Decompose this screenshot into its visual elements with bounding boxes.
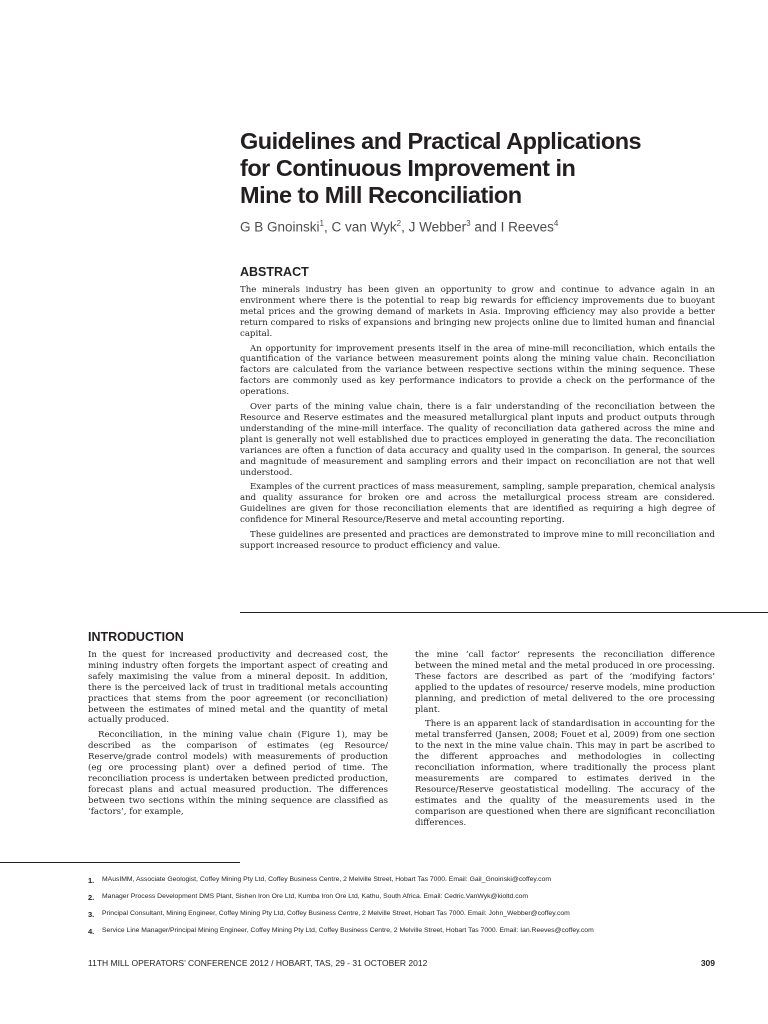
author-name: I Reeves (500, 219, 554, 235)
body-paragraph: Reconciliation, in the mining value chain (Figure 1), may be described as the comparison of estimates (eg Resource/ Reserve/grade control models) with measurements of production (eg ore processing plant) over a defined period of time. The reconciliation process is undertaken between predicted production, forecast plans and actual measured production. The differences between two sections within the mining sequence are classified as ‘factors’, for example, (88, 730, 388, 817)
abstract-paragraph: The minerals industry has been given an opportunity to grow and continue to advance again in an environment where there is the potential to reap big rewards for efficiency improvements due to buoyant metal prices and the growing demand of markets in Asia. Improving efficiency may also provide a better return compared to risks of expansions and bringing new projects online due to limited human and financial capital. (240, 285, 715, 339)
abstract-paragraph: These guidelines are presented and practices are demonstrated to improve mine to mill reconciliation and support increased resource to product efficiency and value. (240, 530, 715, 551)
footnote (88, 910, 768, 927)
author-name: J Webber (408, 219, 467, 235)
footnote-number: 3. (88, 910, 95, 919)
author-affiliation-mark: 4 (553, 219, 559, 228)
abstract-heading: ABSTRACT (240, 265, 309, 279)
title-line: Guidelines and Practical Applications (240, 128, 642, 154)
introduction-heading: INTRODUCTION (88, 630, 184, 644)
introduction-right-column (415, 650, 715, 833)
author-separator: and (470, 219, 501, 235)
introduction-left-column (88, 650, 388, 822)
footnote-number: 1. (88, 876, 95, 885)
abstract-paragraph: Over parts of the mining value chain, there is a fair understanding of the reconciliation between the Resource and Reserve estimates and the measured metallurgical plant inputs and product outputs through understanding of the mine-mill interface. The quality of reconciliation data gathered across the mine and plant is generally not well established due to practices employed in generating the data. The reconciliation variances are often a function of data accuracy and quality used in the comparison. In general, the sources and magnitude of measurement and sampling errors and their impact on reconciliation are not that well understood. (240, 402, 715, 478)
title-line: for Continuous Improvement in (240, 155, 576, 181)
paper-title (240, 128, 760, 209)
author-affiliation-mark: 1 (319, 219, 324, 228)
footnote-text: Manager Process Development DMS Plant, Sishen Iron Ore Ltd, Kumba Iron Ore Ltd, Kathu, South Africa. Email: Cedric.VanWyk@kioltd.com (102, 893, 529, 900)
page-number: 309 (700, 958, 715, 968)
abstract-paragraph: Examples of the current practices of mass measurement, sampling, sample preparation, chemical analysis and quality assurance for broken ore and across the metallurgical process stream are considered. Guidelines are given for those reconciliation elements that are identified as requiring a high degree of confidence for Mineral Resource/Reserve and metal accounting reporting. (240, 482, 715, 526)
body-paragraph: In the quest for increased productivity and decreased cost, the mining industry often forgets the important aspect of creating and safely maximising the value from a mineral deposit. In addition, there is the perceived lack of trust in traditional metals accounting practices that stems from the poor agreement (or reconciliation) between the estimates of mined metal and the quantity of metal actually produced. (88, 650, 388, 726)
body-paragraph: the mine ‘call factor’ represents the reconciliation difference between the mined metal and the metal produced in ore processing. These factors are described as part of the ‘modifying factors’ applied to the updates of resource/ reserve models, mine production planning, and prediction of metal delivered to the ore processing plant. (415, 650, 715, 715)
author-name: C van Wyk (331, 219, 397, 235)
abstract-paragraph: An opportunity for improvement presents itself in the area of mine-mill reconciliation, which entails the quantification of the variance between measurement points along the mining value chain. Reconciliation factors are calculated from the variance between respective sections within the mining sequence. These factors are commonly used as key performance indicators to provide a check on the performance of the operations. (240, 343, 715, 398)
conference-name: 11TH MILL OPERATORS’ CONFERENCE 2012 / HOBART, TAS, 29 - 31 OCTOBER 2012 (88, 958, 428, 968)
section-divider (240, 612, 768, 613)
title-line: Mine to Mill Reconciliation (240, 182, 522, 208)
author-separator: , (401, 219, 409, 235)
footnote (88, 927, 768, 944)
footnote (88, 876, 768, 893)
footnote-text: MAusIMM, Associate Geologist, Coffey Mining Pty Ltd, Coffey Business Centre, 2 Melville Street, Hobart Tas 7000. Email: Gail_Gnoinski@coffey.com (102, 876, 552, 883)
footnote-number: 2. (88, 893, 95, 902)
author-separator: , (323, 219, 332, 235)
footnote-divider (0, 862, 240, 863)
footnote (88, 893, 768, 910)
footnote-text: Principal Consultant, Mining Engineer, Coffey Mining Pty Ltd, Coffey Business Centre, 2 Melville Street, Hobart Tas 7000. Email: John_Webber@coffey.com (102, 910, 570, 917)
body-paragraph: There is an apparent lack of standardisation in accounting for the metal transferred (Jansen, 2008; Fouet et al, 2009) from one section to the next in the mine value chain. This may in part be ascribed to the different approaches and methodologies in collecting reconciliation information, where traditionally the process plant measurements are compared to estimates derived in the Resource/Reserve geostatistical modelling. The accuracy of the estimates and the quality of the measurements used in the comparison are questioned when there are significant reconciliation differences. (415, 719, 715, 828)
author-affiliation-mark: 3 (466, 219, 471, 228)
footnote-text: Service Line Manager/Principal Mining Engineer, Coffey Mining Pty Ltd, Coffey Business Centre, 2 Melville Street, Hobart Tas 7000. Email: Ian.Reeves@coffey.com (102, 927, 594, 934)
abstract-body (240, 285, 715, 556)
author-name: G B Gnoinski (240, 219, 320, 235)
footnotes (88, 876, 768, 944)
author-list (240, 219, 760, 235)
page-footer (88, 958, 715, 968)
author-affiliation-mark: 2 (396, 219, 402, 228)
footnote-number: 4. (88, 927, 95, 936)
